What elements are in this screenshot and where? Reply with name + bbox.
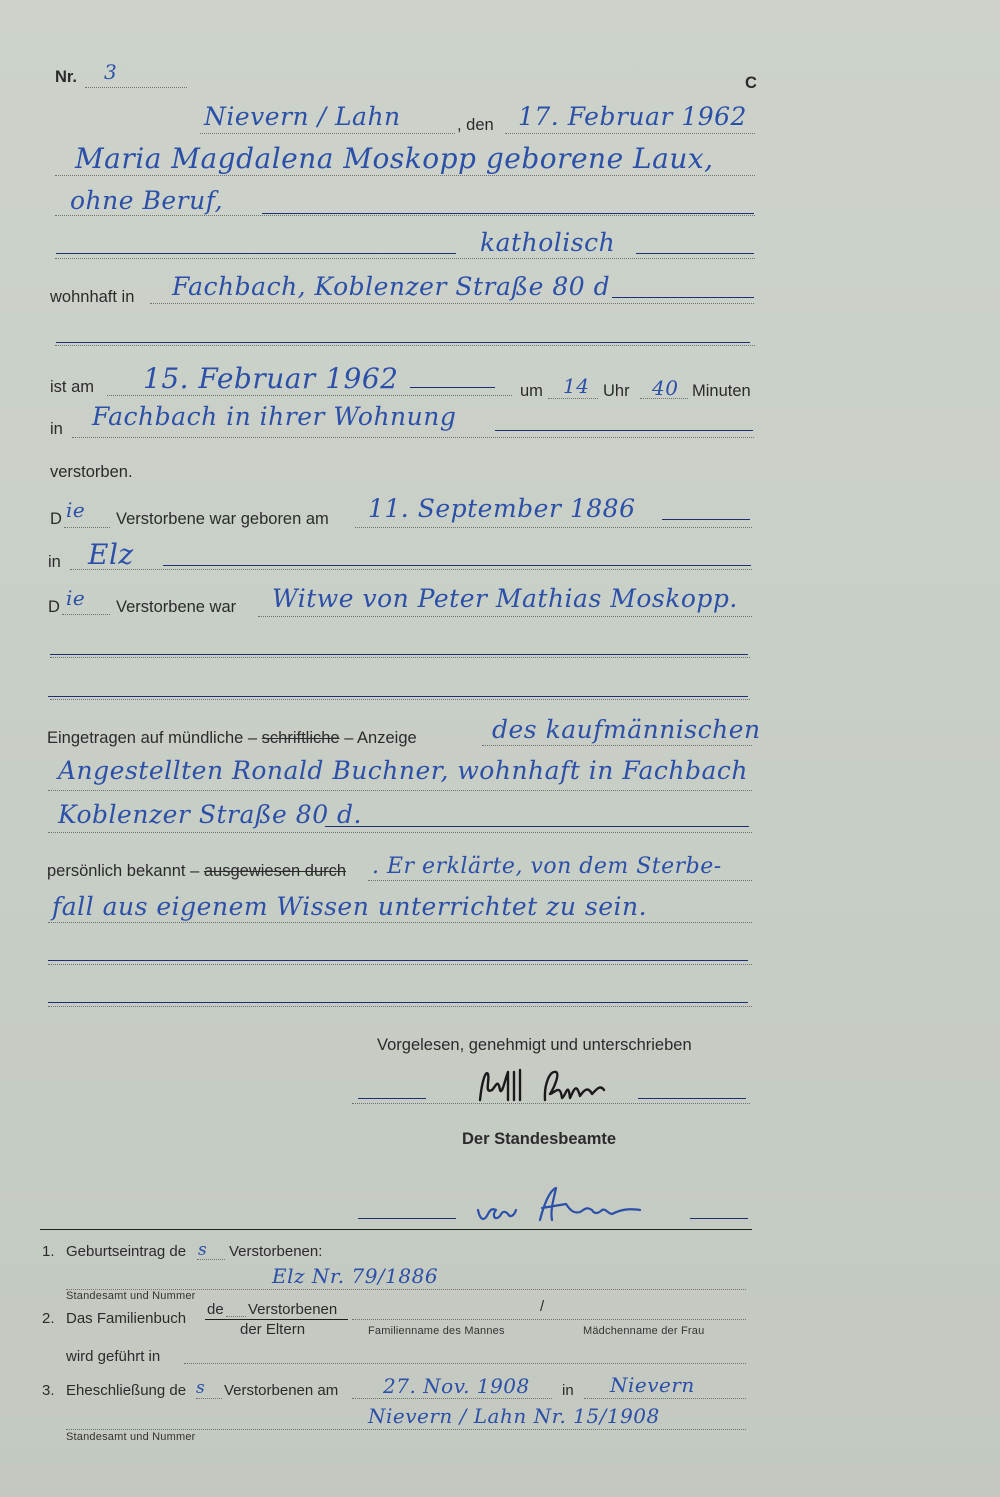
death-place: Fachbach in ihrer Wohnung: [92, 402, 457, 431]
corner-letter: C: [745, 74, 757, 92]
item3-suffix: s: [196, 1378, 206, 1398]
death-date: 15. Februar 1962: [143, 362, 399, 395]
ausgewiesen-struck: ausgewiesen durch: [203, 862, 347, 880]
item2-label: Das Familienbuch: [66, 1310, 187, 1327]
occupation: ohne Beruf,: [70, 186, 224, 215]
status-label: Verstorbene war: [116, 598, 237, 616]
occupation-fill-line: [262, 213, 754, 214]
nr-label: Nr.: [55, 68, 78, 86]
status-fill-line-3: [48, 696, 748, 697]
official-signature: [470, 1180, 670, 1230]
item3-label-2: Verstorbenen am: [224, 1382, 339, 1399]
religion-fill-line-right: [636, 253, 754, 254]
closing-text: Vorgelesen, genehmigt und unterschrieben: [377, 1036, 692, 1054]
item2-slash: /: [540, 1298, 545, 1315]
residence-fill-line: [612, 297, 754, 298]
informant-dots-1: [482, 745, 752, 746]
registry-place: Nievern / Lahn: [204, 102, 401, 131]
occupation-dots: [55, 215, 755, 216]
item2-verstorbenen: Verstorbenen: [248, 1301, 338, 1318]
death-date-fill-line: [410, 387, 495, 388]
place-dots: [200, 133, 455, 134]
maedchenname-label: Mädchenname der Frau: [583, 1325, 705, 1337]
informant-dots-2: [48, 790, 752, 791]
eingetragen-label: [47, 729, 417, 748]
statement-line-2: fall aus eigenem Wissen unterrichtet zu sein.: [52, 892, 648, 921]
status-dots: [258, 616, 752, 617]
birth-date: 11. September 1886: [368, 494, 636, 523]
item3-value: Nievern / Lahn Nr. 15/1908: [368, 1404, 660, 1428]
birth-date-dots: [355, 527, 752, 528]
item3-place: Nievern: [610, 1373, 695, 1397]
registry-date: 17. Februar 1962: [518, 102, 747, 131]
marital-status: Witwe von Peter Mathias Moskopp.: [272, 584, 738, 613]
death-place-dots: [72, 437, 754, 438]
residence-dots: [150, 303, 754, 304]
status-dots-3: [50, 699, 750, 700]
um-label: um: [520, 382, 543, 400]
informant-signature-line-left: [358, 1098, 426, 1099]
status-suffix: ie: [66, 586, 86, 610]
item2-de-dots: [226, 1316, 246, 1317]
informant-line-3: Koblenzer Straße 80 d.: [58, 800, 362, 829]
item3-value-dots: [66, 1429, 746, 1430]
birth-place-fill-line: [163, 565, 751, 566]
residence-label: wohnhaft in: [50, 288, 135, 306]
birth-label: Verstorbene war geboren am: [116, 510, 329, 528]
anzeige-text: – Anzeige: [344, 729, 417, 747]
gefuehrt-label: wird geführt in: [66, 1348, 161, 1365]
informant-line-2: Angestellten Ronald Buchner, wohnhaft in Fachbach: [58, 756, 749, 785]
verstorben-label: verstorben.: [50, 463, 133, 481]
death-minutes: 40: [652, 376, 679, 400]
uhr-label: Uhr: [603, 382, 630, 400]
familienname-label: Familienname des Mannes: [368, 1325, 505, 1337]
statement-dots-1: [368, 880, 752, 881]
den-label: , den: [457, 116, 494, 134]
nr-value: 3: [104, 60, 118, 84]
item2-fraction-line: [205, 1319, 348, 1320]
standesamt-label-2: Standesamt und Nummer: [66, 1431, 196, 1443]
item3-suffix-dots: [196, 1398, 222, 1399]
item2-names-dots: [352, 1319, 746, 1320]
death-date-dots: [107, 395, 512, 396]
informant-fill-line-3: [325, 826, 749, 827]
informant-signature-line-right: [638, 1098, 746, 1099]
footer-separator: [40, 1229, 752, 1230]
death-hour: 14: [563, 374, 590, 398]
informant-signature: [470, 1060, 620, 1110]
residence-fill-line-2: [56, 342, 750, 343]
deceased-name: Maria Magdalena Moskopp geborene Laux,: [75, 142, 714, 175]
ist-am-label: ist am: [50, 378, 95, 396]
status-suffix-dots: [62, 614, 110, 615]
item2-number: 2.: [42, 1310, 55, 1327]
informant-dots-3: [48, 832, 752, 833]
birth-place-dots: [70, 569, 752, 570]
schriftliche-struck: schriftliche: [261, 729, 340, 747]
eingetragen-text: Eingetragen auf mündliche –: [47, 729, 258, 747]
standesamt-label-1: Standesamt und Nummer: [66, 1290, 196, 1302]
statement-dots-2: [48, 922, 752, 923]
status-dots-2: [50, 657, 750, 658]
item1-value: Elz Nr. 79/1886: [272, 1264, 439, 1288]
official-signature-line-left: [358, 1218, 456, 1219]
birth-suffix: ie: [66, 498, 86, 522]
bekannt-text: persönlich bekannt –: [47, 862, 200, 880]
status-fill-line-2: [50, 654, 748, 655]
informant-line-1: des kaufmännischen: [492, 715, 761, 744]
religion: katholisch: [480, 228, 616, 257]
religion-fill-line-left: [56, 253, 456, 254]
hour-dots: [548, 398, 598, 399]
name-dots: [55, 175, 755, 176]
item3-number: 3.: [42, 1382, 55, 1399]
item2-eltern: der Eltern: [240, 1321, 306, 1338]
statement-line-1: . Er erklärte, von dem Sterbe-: [372, 854, 722, 879]
item3-place-dots: [584, 1398, 746, 1399]
birth-place: Elz: [88, 538, 134, 571]
birth-suffix-dots: [64, 527, 110, 528]
birth-prefix: D: [50, 510, 62, 528]
item3-date: 27. Nov. 1908: [383, 1374, 530, 1398]
death-place-fill-line: [495, 430, 753, 431]
minuten-label: Minuten: [692, 382, 751, 400]
gefuehrt-dots: [184, 1363, 746, 1364]
item1-label-2: Verstorbenen:: [229, 1243, 323, 1260]
statement-dots-3: [48, 964, 752, 965]
item3-in: in: [562, 1382, 574, 1399]
birth-date-fill-line: [662, 519, 750, 520]
birth-in-label: in: [48, 553, 61, 571]
item3-date-dots: [352, 1398, 552, 1399]
statement-fill-line-3: [48, 960, 748, 961]
religion-dots: [55, 258, 755, 259]
statement-fill-line-4: [48, 1002, 748, 1003]
bekannt-label: [47, 862, 346, 881]
date-dots: [505, 133, 755, 134]
statement-dots-4: [48, 1006, 752, 1007]
item2-de: de: [207, 1301, 224, 1318]
residence-dots-2: [55, 345, 755, 346]
residence: Fachbach, Koblenzer Straße 80 d: [172, 272, 611, 301]
official-signature-line-right: [690, 1218, 748, 1219]
item1-suffix: s: [198, 1240, 208, 1260]
item3-label: Eheschließung de: [66, 1382, 187, 1399]
official-title: Der Standesbeamte: [462, 1130, 617, 1148]
status-prefix: D: [48, 598, 60, 616]
death-in-label: in: [50, 420, 63, 438]
nr-dots: [85, 87, 187, 88]
item1-number: 1.: [42, 1243, 55, 1260]
item1-label: Geburtseintrag de: [66, 1243, 187, 1260]
